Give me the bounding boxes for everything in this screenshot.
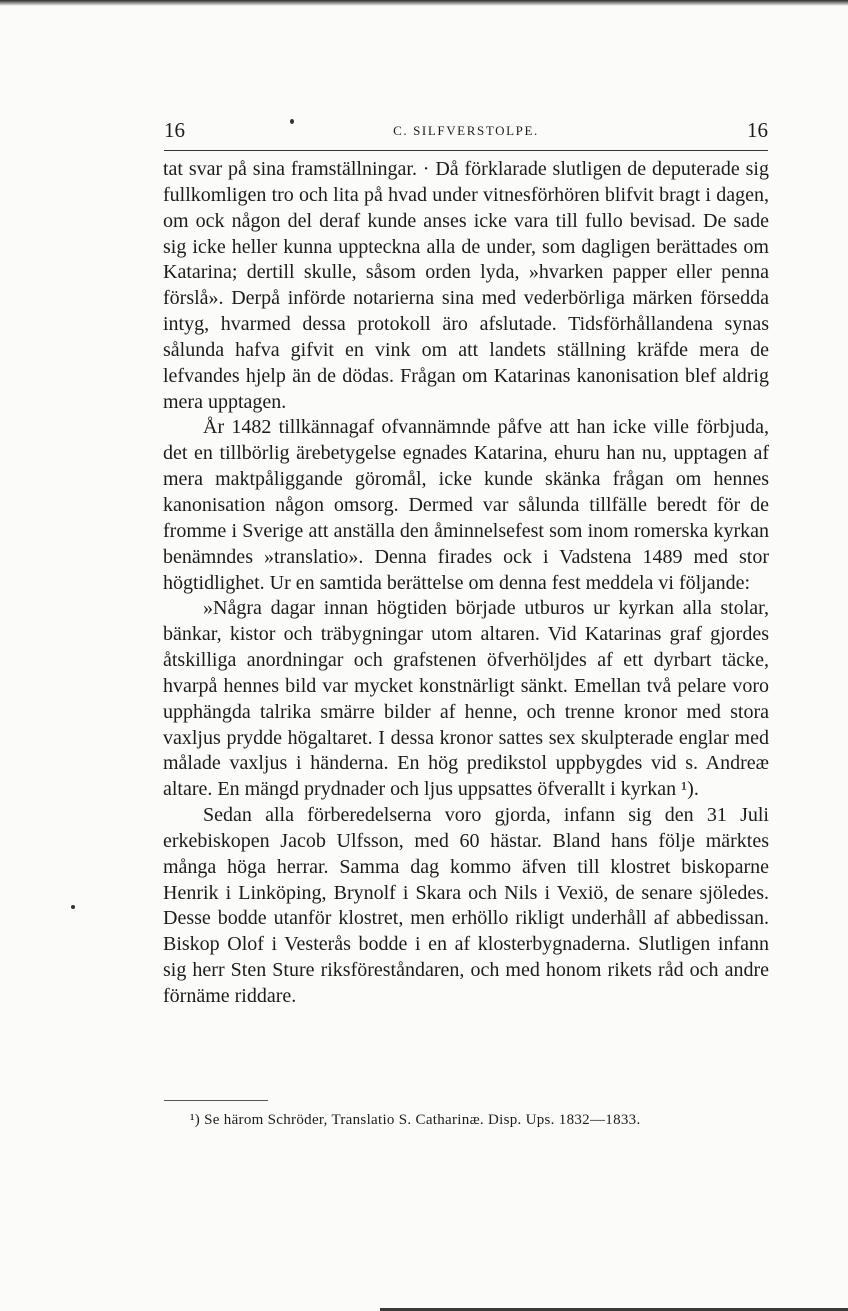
page-number-left: 16 (164, 118, 185, 142)
scan-speck (71, 905, 75, 909)
header-rule (164, 150, 768, 151)
scan-top-edge (0, 0, 848, 6)
page-header (164, 118, 768, 144)
page-number-right: 16 (747, 118, 768, 142)
paragraph-2: År 1482 tillkännagaf ofvannämnde påfve att han icke ville förbjuda, det en tillbörlig ärebetygelse egnades Katarina, ehuru han nu, upptagen af mera maktpåliggande göromål, icke kunde skänka frågan om hennes kanonisation någon omsorg. Dermed var sålunda tillfälle beredt för de fromme i Sverige att anställa den åminnelsefest som inom romerska kyrkan benämndes »translatio». Denna firades ock i Vadstena 1489 med stor högtidlighet. Ur en samtida berättelse om denna fest meddela vi följande: (163, 416, 769, 594)
scan-speck (290, 119, 294, 124)
paragraph-1: tat svar på sina framställningar. · Då förklarade slutligen de deputerade sig fullkomligen tro och lita på hvad under vitnesförhören blifvit bragt i dagen, om ock någon del deraf kunde anses icke vara till fullo bevisad. De sade sig icke heller kunna uppteckna alla de under, som dagligen berättades om Katarina; dertill skulle, såsom orden lyda, »hvarken papper eller penna förslå». Derpå införde notarierna sina med vederbörliga märken försedda intyg, hvarmed dessa protokoll äro afslutade. Tidsförhållandena synas sålunda hafva gifvit en vink om att landets ställning kräfde mera de lefvandes hjelp än de dödas. Frågan om Katarinas kanonisation blef aldrig mera upptagen. (163, 158, 769, 413)
paragraph-3: »Några dagar innan högtiden började utburos ur kyrkan alla stolar, bänkar, kistor och träbygningar utom altaren. Vid Katarinas graf gjordes åtskilliga anordningar och grafstenen öfverhöljdes af ett dyrbart täcke, hvarpå hennes bild var mycket konstnärligt sänkt. Emellan två pelare voro upphängda talrika smärre bilder af henne, och trenne kronor med stora vaxljus prydde högaltaret. I dessa kronor sattes sex skulpterade englar med målade vaxljus i händerna. En hög predikstol uppbygdes vid s. Andreæ altare. En mängd prydnader och ljus uppsattes öfverallt i kyrkan ¹). (163, 597, 769, 801)
running-head: C. SILFVERSTOLPE. (393, 123, 539, 138)
footnote-rule (164, 1100, 268, 1101)
footnote: ¹) Se härom Schröder, Translatio S. Catharinæ. Disp. Ups. 1832—1833. (190, 1112, 641, 1128)
paragraph-4: Sedan alla förberedelserna voro gjorda, infann sig den 31 Juli erkebiskopen Jacob Ulfsson, med 60 hästar. Bland hans följe märktes många höga herrar. Samma dag kommo äfven till klostret biskoparne Henrik i Linköping, Brynolf i Skara och Nils i Vexiö, de senare sjöledes. Desse bodde utanför klostret, men erhöllo rikligt underhåll af abbedissan. Biskop Olof i Vesterås bodde i en af klosterbygnaderna. Slutligen infann sig herr Sten Sture riksföreståndaren, och med honom rikets råd och andre förnäme riddare. (163, 804, 769, 1007)
body-text (163, 157, 769, 1010)
